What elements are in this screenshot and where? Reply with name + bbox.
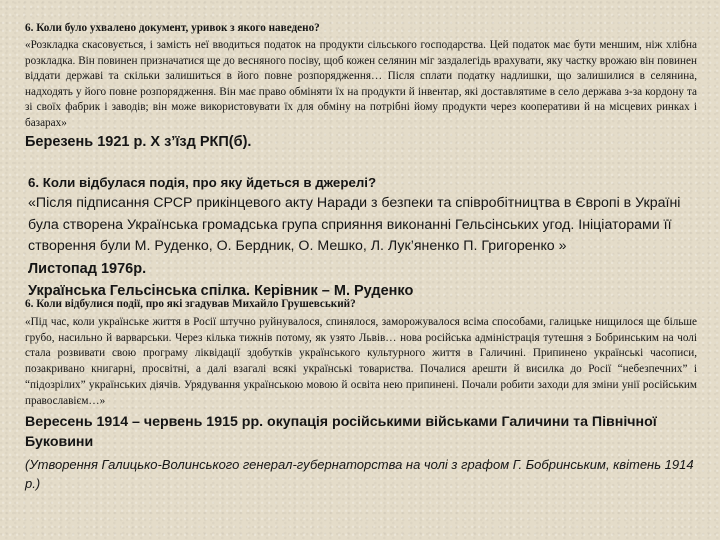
- question-1-answer: Березень 1921 р. Х з’їзд РКП(б).: [25, 133, 252, 150]
- question-block-1: [25, 20, 697, 151]
- question-2-heading: 6. Коли відбулася подія, про яку йдеться в джерелі?: [28, 175, 377, 190]
- question-1-source-text: «Розкладка скасовується, і замість неї вводиться податок на продукти сільського господарства. Цей податок має бути меншим, ніж хлібна розкладка. Він повинен призначатися ще до весняного посіву, щоб кожен селянин міг заздалегідь врахувати, яку частку врожаю він повинен віддати державі та скільки залишиться в його повне розпорядження… Після сплати податку надлишки, що залишилися в селянина, надходять у його повне розпорядження. Він має право обміняти їх на продукти й інвентар, які доставлятиме в село держава з-за кордону та зі своїх фабрик і заводів; він може використовувати їх для обміну на потрібні йому продукти через кооперативи й на місцевих ринках і базарах»: [25, 39, 697, 129]
- question-3-answer: Вересень 1914 – червень 1915 рр. окупація російськими військами Галичини та Північної Буковини: [25, 414, 657, 451]
- question-2-answer-date: Листопад 1976р.: [28, 260, 147, 277]
- question-2-source-text: «Після підписання СРСР прикінцевого акту Наради з безпеки та співробітництва в Європі в Україні була створена Українська громадська група сприяння виконанні Гельсінських угод. Ініціаторами її створення були М. Руденко, О. Бердник, О. Мешко, Л. Лук’яненко П. Григоренко »: [28, 195, 681, 254]
- question-3-answer-note: (Утворення Галицько-Волинського генерал-губернаторства на чолі з графом Г. Бобринським, квітень 1914 р.): [25, 457, 694, 492]
- question-2-answer-organization: Українська Гельсінська спілка. Керівник – М. Руденко: [28, 282, 414, 299]
- question-block-2: [28, 174, 688, 302]
- question-3-source-text: «Під час, коли українське життя в Росії штучно руйнувалося, спинялося, заморожувалося всіма способами, галицьке нищилося ще більше грубо, насильно й варварськи. Через кілька тижнів потому, як узято Львів… нова російська адміністрація тутешня з Бобринським на чолі стала розвивати свою програму ліквідації здобутків українського культурного життя в Галичині. Припинено українські часописи, позакривано книгарні, просвітні, а далі взагалі всякі українські товариства. Почалися арешти й висилка до Росії “небезпечних” і “підозрілих” українських діячів. Урядування українською мовою й освіта нею припинені. Почали робити заходи для зміни унії російським православієм…»: [25, 316, 697, 407]
- question-1-heading: 6. Коли було ухвалено документ, уривок з якого наведено?: [25, 22, 320, 34]
- question-block-3: [25, 296, 697, 493]
- question-3-heading: 6. Коли відбулися події, про які згадував Михайло Грушевський?: [25, 298, 356, 310]
